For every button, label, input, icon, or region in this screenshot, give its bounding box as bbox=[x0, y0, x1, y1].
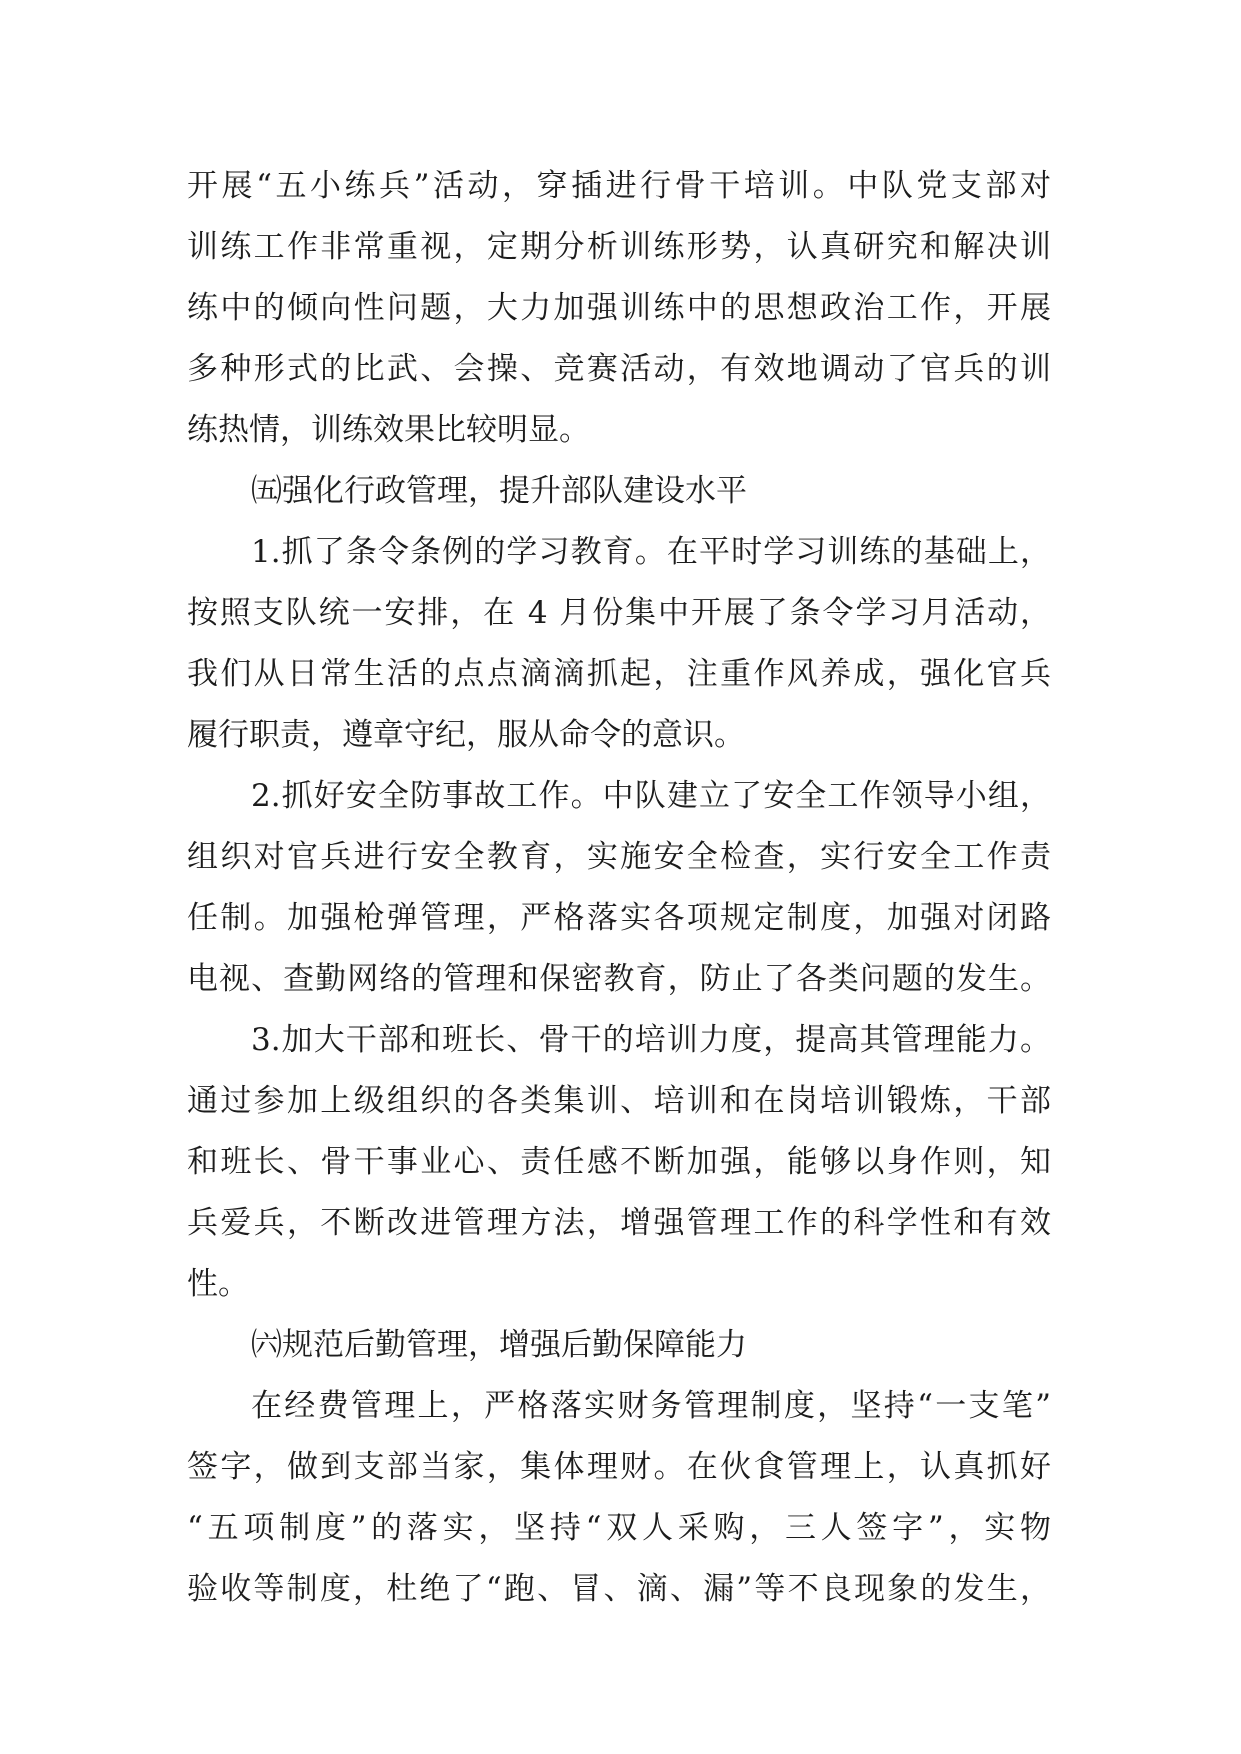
text-line: 练热情，训练效果比较明显。 bbox=[187, 412, 590, 448]
text-line: 签字，做到支部当家，集体理财。在伙食管理上，认真抓好 bbox=[187, 1449, 1051, 1485]
text-line: 练中的倾向性问题，大力加强训练中的思想政治工作，开展 bbox=[187, 290, 1051, 326]
document-body bbox=[187, 156, 1051, 1620]
text-line: 任制。加强枪弹管理，严格落实各项规定制度，加强对闭路 bbox=[187, 900, 1051, 936]
text-line: 1.抓了条令条例的学习教育。在平时学习训练的基础上， bbox=[251, 534, 1051, 570]
text-line: 训练工作非常重视，定期分析训练形势，认真研究和解决训 bbox=[187, 229, 1051, 265]
text-line: 按照支队统一安排，在 4 月份集中开展了条令学习月活动， bbox=[187, 595, 1051, 631]
text-line: 开展“五小练兵”活动，穿插进行骨干培训。中队党支部对 bbox=[187, 168, 1051, 204]
text-line: 通过参加上级组织的各类集训、培训和在岗培训锻炼，干部 bbox=[187, 1083, 1051, 1119]
text-line: 组织对官兵进行安全教育，实施安全检查，实行安全工作责 bbox=[187, 839, 1051, 875]
text-line: “五项制度”的落实，坚持“双人采购，三人签字”，实物 bbox=[187, 1510, 1051, 1546]
section-heading: ㈥规范后勤管理，增强后勤保障能力 bbox=[251, 1327, 747, 1363]
text-line: 电视、查勤网络的管理和保密教育，防止了各类问题的发生。 bbox=[187, 961, 1051, 997]
text-line: 多种形式的比武、会操、竞赛活动，有效地调动了官兵的训 bbox=[187, 351, 1051, 387]
text-line: 2.抓好安全防事故工作。中队建立了安全工作领导小组， bbox=[251, 778, 1051, 814]
text-line: 性。 bbox=[187, 1266, 249, 1302]
text-line: 验收等制度，杜绝了“跑、冒、滴、漏”等不良现象的发生， bbox=[187, 1571, 1051, 1607]
section-heading: ㈤强化行政管理，提升部队建设水平 bbox=[251, 473, 747, 509]
text-line: 我们从日常生活的点点滴滴抓起，注重作风养成，强化官兵 bbox=[187, 656, 1051, 692]
text-line: 履行职责，遵章守纪，服从命令的意识。 bbox=[187, 717, 745, 753]
text-line: 3.加大干部和班长、骨干的培训力度，提高其管理能力。 bbox=[251, 1022, 1051, 1058]
text-line: 兵爱兵，不断改进管理方法，增强管理工作的科学性和有效 bbox=[187, 1205, 1051, 1241]
text-line: 和班长、骨干事业心、责任感不断加强，能够以身作则，知 bbox=[187, 1144, 1051, 1180]
text-line: 在经费管理上，严格落实财务管理制度，坚持“一支笔” bbox=[251, 1388, 1051, 1424]
